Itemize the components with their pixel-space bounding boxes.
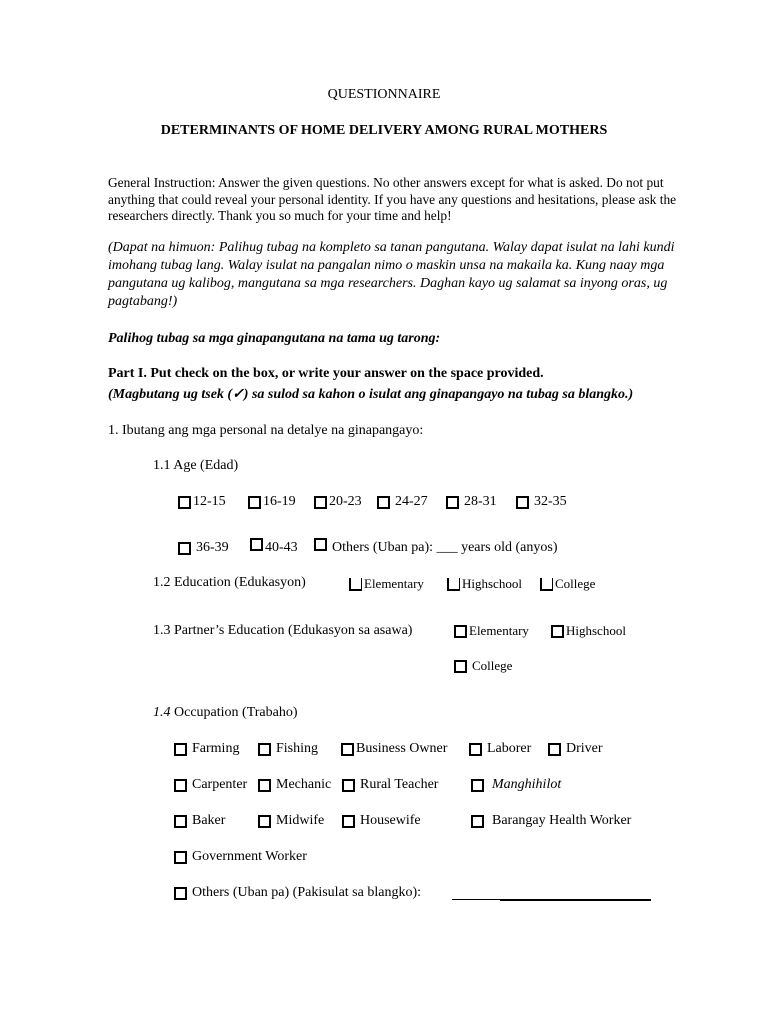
education-option-elementary[interactable]: Elementary: [349, 576, 424, 592]
checkbox-icon[interactable]: [454, 625, 467, 638]
age-option-28-31[interactable]: 28-31: [446, 494, 497, 510]
occupation-option-laborer[interactable]: Laborer: [469, 741, 531, 757]
checkbox-icon[interactable]: [349, 578, 362, 591]
age-option-32-35[interactable]: 32-35: [516, 494, 567, 510]
occupation-option-rural-teacher[interactable]: Rural Teacher: [342, 777, 438, 793]
checkbox-icon[interactable]: [174, 887, 187, 900]
checkbox-icon[interactable]: [174, 779, 187, 792]
checkbox-icon[interactable]: [454, 660, 467, 673]
age-option-40-43[interactable]: 40-43: [250, 536, 298, 552]
education-option-highschool[interactable]: Highschool: [447, 576, 522, 592]
age-label: 1.1 Age (Edad): [153, 458, 239, 473]
checkbox-icon[interactable]: [258, 779, 271, 792]
occupation-option-business-owner[interactable]: Business Owner: [341, 741, 447, 757]
age-option-20-23[interactable]: 20-23: [314, 494, 362, 510]
partner-education-option-elementary[interactable]: Elementary: [454, 623, 529, 639]
age-option-16-19[interactable]: 16-19: [248, 494, 296, 510]
others-blank-line[interactable]: [500, 899, 651, 901]
document-title: QUESTIONNAIRE: [327, 87, 441, 102]
instruction-translation: (Dapat na himuon: Palihug tubag na kompleto sa tanan pangutana. Walay dapat isulat na lahi kundi imohang tubag lang. Walay isulat na pangalan nimo o maskin unsa na makaila ka. Kung naay mga pangutana ug kalibog, mangutana sa mga researchers. Daghan kayo ug salamat sa inyong oras, ug pagtabang!): [108, 240, 675, 309]
occupation-option-mechanic[interactable]: Mechanic: [258, 777, 331, 793]
checkbox-icon[interactable]: [258, 815, 271, 828]
education-label: 1.2 Education (Edukasyon): [153, 575, 306, 590]
occupation-option-driver[interactable]: Driver: [548, 741, 603, 757]
occupation-option-housewife[interactable]: Housewife: [342, 813, 421, 829]
occupation-option-others[interactable]: Others (Uban pa) (Pakisulat sa blangko):: [174, 885, 421, 901]
occupation-option-barangay-health-worker[interactable]: Barangay Health Worker: [471, 813, 631, 829]
checkbox-icon[interactable]: [469, 743, 482, 756]
age-option-others[interactable]: Others (Uban pa): ___ years old (anyos): [314, 536, 558, 552]
occupation-option-carpenter[interactable]: Carpenter: [174, 777, 247, 793]
checkbox-icon[interactable]: [174, 851, 187, 864]
checkbox-icon[interactable]: [342, 779, 355, 792]
occupation-option-farming[interactable]: Farming: [174, 741, 239, 757]
checkbox-icon[interactable]: [551, 625, 564, 638]
checkbox-icon[interactable]: [471, 815, 484, 828]
checkbox-icon[interactable]: [178, 496, 191, 509]
checkbox-icon[interactable]: [341, 743, 354, 756]
occupation-option-fishing[interactable]: Fishing: [258, 741, 318, 757]
age-option-36-39[interactable]: 36-39: [178, 540, 229, 556]
checkbox-icon[interactable]: [258, 743, 271, 756]
checkbox-icon[interactable]: [446, 496, 459, 509]
occupation-option-manghihilot[interactable]: Manghihilot: [471, 777, 561, 793]
partner-education-option-college[interactable]: College: [454, 658, 512, 674]
checkbox-icon[interactable]: [248, 496, 261, 509]
part1-heading: Part I. Put check on the box, or write your answer on the space provided.: [108, 366, 544, 381]
checkbox-icon[interactable]: [471, 779, 484, 792]
checkbox-icon[interactable]: [250, 538, 263, 551]
answer-reminder: Palihog tubag sa mga ginapangutana na tama ug tarong:: [108, 331, 441, 346]
checkbox-icon[interactable]: [174, 815, 187, 828]
checkbox-icon[interactable]: [516, 496, 529, 509]
others-blank-line-short[interactable]: [452, 899, 500, 900]
checkbox-icon[interactable]: [178, 542, 191, 555]
checkbox-icon[interactable]: [548, 743, 561, 756]
occupation-option-baker[interactable]: Baker: [174, 813, 225, 829]
checkbox-icon[interactable]: [447, 578, 460, 591]
general-instruction: General Instruction: Answer the given questions. No other answers except for what is asked. Do not put anything that could reveal your personal identity. If you have any questions and hesitations, please ask the researchers directly. Thank you so much for your time and help!: [108, 175, 677, 223]
checkbox-icon[interactable]: [314, 538, 327, 551]
question-1-label: 1. Ibutang ang mga personal na detalye na ginapangayo:: [108, 423, 424, 438]
checkbox-icon[interactable]: [377, 496, 390, 509]
checkbox-icon[interactable]: [540, 578, 553, 591]
occupation-option-midwife[interactable]: Midwife: [258, 813, 324, 829]
part1-subheading: (Magbutang ug tsek (✓) sa sulod sa kahon o isulat ang ginapangayo na tubag sa blangko.): [108, 387, 634, 402]
occupation-label: 1.4 Occupation (Trabaho): [153, 705, 298, 720]
partner-education-option-highschool[interactable]: Highschool: [551, 623, 626, 639]
age-option-24-27[interactable]: 24-27: [377, 494, 428, 510]
education-option-college[interactable]: College: [540, 576, 595, 592]
checkbox-icon[interactable]: [174, 743, 187, 756]
checkbox-icon[interactable]: [342, 815, 355, 828]
checkbox-icon[interactable]: [314, 496, 327, 509]
partner-education-label: 1.3 Partner’s Education (Edukasyon sa asawa): [153, 623, 413, 638]
age-option-12-15[interactable]: 12-15: [178, 494, 226, 510]
occupation-option-government-worker[interactable]: Government Worker: [174, 849, 307, 865]
document-subtitle: DETERMINANTS OF HOME DELIVERY AMONG RURAL MOTHERS: [160, 123, 608, 138]
